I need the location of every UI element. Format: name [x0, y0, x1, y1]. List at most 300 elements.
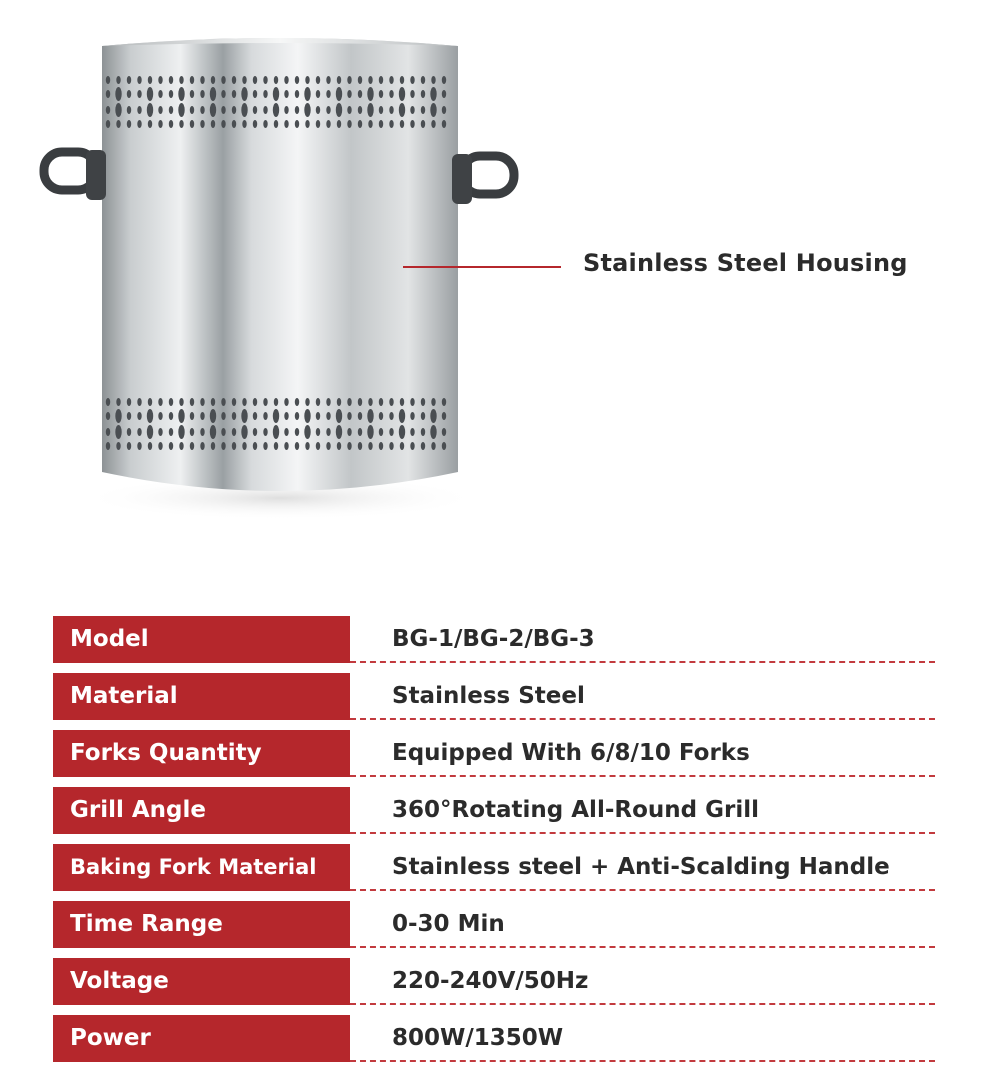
perforation-hole [347, 106, 351, 114]
perforation-hole [347, 120, 351, 128]
perforation-hole [179, 120, 183, 128]
perforation-hole [410, 412, 414, 420]
perforation-hole [410, 76, 414, 84]
perforation-hole [273, 409, 279, 423]
perforation-hole [253, 90, 257, 98]
perforation-hole [200, 76, 204, 84]
perforation-hole [221, 120, 225, 128]
perforation-hole [274, 76, 278, 84]
perforation-hole [241, 103, 247, 117]
perforation-hole [127, 120, 131, 128]
perforation-hole [200, 90, 204, 98]
perforation-hole [399, 425, 405, 439]
perforation-hole [148, 398, 152, 406]
perforation-hole [379, 106, 383, 114]
perforation-hole [232, 428, 236, 436]
perforation-hole [284, 106, 288, 114]
dashed-divider [350, 661, 935, 663]
perforation-hole [379, 412, 383, 420]
perforation-hole [326, 412, 330, 420]
perforation-hole [295, 76, 299, 84]
perforation-hole [263, 76, 267, 84]
perforation-hole [232, 412, 236, 420]
perforation-hole [326, 398, 330, 406]
perforation-hole [274, 120, 278, 128]
perforation-hole [347, 412, 351, 420]
perforation-hole [367, 87, 373, 101]
perforation-hole [200, 412, 204, 420]
perforation-hole [399, 409, 405, 423]
perforation-hole [389, 412, 393, 420]
perforation-hole [400, 442, 404, 450]
perforation-hole [253, 442, 257, 450]
perforation-hole [210, 409, 216, 423]
perforation-hole [221, 76, 225, 84]
perforation-hole [158, 442, 162, 450]
perforation-hole [242, 398, 246, 406]
perforation-hole [442, 428, 446, 436]
perforation-hole [336, 87, 342, 101]
perforation-hole [421, 442, 425, 450]
perforation-hole [442, 412, 446, 420]
perforation-hole [190, 76, 194, 84]
perforation-hole [421, 428, 425, 436]
perforation-hole [147, 409, 153, 423]
perforation-hole [316, 120, 320, 128]
perforation-hole [379, 120, 383, 128]
perforation-hole [242, 442, 246, 450]
perforation-hole [253, 398, 257, 406]
perforation-hole [169, 76, 173, 84]
perforation-hole [389, 90, 393, 98]
perforation-hole [147, 103, 153, 117]
perforation-hole [284, 90, 288, 98]
perforation-hole [389, 106, 393, 114]
perforation-hole [295, 398, 299, 406]
perforation-hole [106, 442, 110, 450]
perforation-hole [284, 442, 288, 450]
perforation-hole [358, 76, 362, 84]
perforation-hole [295, 428, 299, 436]
perforation-hole [178, 409, 184, 423]
perforation-hole [116, 120, 120, 128]
perforation-hole [116, 442, 120, 450]
perforation-hole [241, 409, 247, 423]
perforation-hole [179, 398, 183, 406]
perforation-hole [200, 398, 204, 406]
perforation-hole [242, 76, 246, 84]
callout-line [403, 266, 561, 268]
spec-label: Grill Angle [53, 787, 350, 834]
perforation-hole [358, 106, 362, 114]
perforation-hole [127, 76, 131, 84]
perforation-hole [127, 412, 131, 420]
perforation-hole [221, 412, 225, 420]
perforation-hole [200, 442, 204, 450]
perforation-hole [358, 120, 362, 128]
perforation-hole [336, 103, 342, 117]
perforation-hole [337, 398, 341, 406]
perforation-hole [169, 412, 173, 420]
perforation-hole [116, 398, 120, 406]
perforation-hole [347, 90, 351, 98]
perforation-hole [442, 442, 446, 450]
perforation-hole [200, 428, 204, 436]
perforation-hole [190, 428, 194, 436]
perforation-hole [127, 106, 131, 114]
spec-label: Voltage [53, 958, 350, 1005]
spec-row-model [53, 613, 935, 670]
perforation-hole [273, 103, 279, 117]
perforation-hole [379, 90, 383, 98]
perforation-hole [316, 76, 320, 84]
perforation-hole [316, 90, 320, 98]
perforation-hole [137, 398, 141, 406]
perforation-hole [431, 442, 435, 450]
perforation-hole [379, 442, 383, 450]
perforation-hole [241, 425, 247, 439]
perforation-hole [253, 76, 257, 84]
perforation-hole [347, 428, 351, 436]
perforation-hole [200, 106, 204, 114]
perforation-hole [304, 425, 310, 439]
perforation-hole [389, 398, 393, 406]
perforation-hole [263, 412, 267, 420]
spec-row-material [53, 670, 935, 727]
perforation-hole [115, 103, 121, 117]
perforation-hole [284, 120, 288, 128]
perforation-hole [148, 442, 152, 450]
perforation-hole [347, 398, 351, 406]
perforation-hole [190, 90, 194, 98]
perforation-hole [421, 106, 425, 114]
perforation-hole [284, 412, 288, 420]
perforation-hole [305, 76, 309, 84]
perforation-hole [421, 412, 425, 420]
perforation-hole [347, 76, 351, 84]
spec-row-voltage [53, 955, 935, 1012]
spec-row-time-range [53, 898, 935, 955]
perforation-hole [179, 442, 183, 450]
perforation-hole [442, 76, 446, 84]
callout-label: Stainless Steel Housing [583, 249, 908, 277]
perforation-hole [178, 87, 184, 101]
spec-value: BG-1/BG-2/BG-3 [392, 626, 595, 652]
dashed-divider [350, 718, 935, 720]
perforation-hole [442, 120, 446, 128]
perforation-hole [241, 87, 247, 101]
perforation-hole [358, 412, 362, 420]
perforation-hole [430, 409, 436, 423]
perforation-hole [337, 442, 341, 450]
perforation-hole [253, 412, 257, 420]
perforation-hole [137, 106, 141, 114]
spec-value: 220-240V/50Hz [392, 968, 589, 994]
dashed-divider [350, 946, 935, 948]
perforation-hole [221, 428, 225, 436]
dashed-divider [350, 832, 935, 834]
perforation-hole [147, 87, 153, 101]
perforation-hole [158, 106, 162, 114]
perforation-hole [190, 398, 194, 406]
perforation-hole [190, 120, 194, 128]
spec-value: Stainless steel + Anti-Scalding Handle [392, 854, 890, 880]
perforation-hole [211, 120, 215, 128]
perforation-hole [295, 90, 299, 98]
spec-row-grill-angle [53, 784, 935, 841]
perforation-hole [158, 398, 162, 406]
perforation-hole [410, 428, 414, 436]
perforation-hole [158, 428, 162, 436]
perforation-hole [284, 428, 288, 436]
perforation-hole [421, 76, 425, 84]
perforation-hole [410, 442, 414, 450]
perforation-hole [368, 398, 372, 406]
perforation-hole [305, 398, 309, 406]
perforation-hole [127, 398, 131, 406]
perforation-hole [253, 106, 257, 114]
spec-label: Power [53, 1015, 350, 1062]
dashed-divider [350, 1003, 935, 1005]
perforation-hole [263, 106, 267, 114]
spec-row-power [53, 1012, 935, 1069]
perforation-hole [430, 425, 436, 439]
perforation-hole [304, 87, 310, 101]
dashed-divider [350, 889, 935, 891]
perforation-hole [200, 120, 204, 128]
perforation-hole [242, 120, 246, 128]
perforation-hole [368, 442, 372, 450]
perforation-hole [263, 90, 267, 98]
perforation-hole [116, 76, 120, 84]
perforation-hole [304, 103, 310, 117]
spec-value: 800W/1350W [392, 1025, 564, 1051]
perforation-hole [431, 76, 435, 84]
perforation-hole [158, 76, 162, 84]
perforation-hole [137, 412, 141, 420]
perforation-hole [442, 90, 446, 98]
perforation-hole [431, 120, 435, 128]
perforation-hole [410, 90, 414, 98]
perforation-hole [221, 442, 225, 450]
perforation-hole [178, 425, 184, 439]
spec-label: Material [53, 673, 350, 720]
perforation-hole [326, 76, 330, 84]
perforation-hole [431, 398, 435, 406]
perforation-hole [316, 442, 320, 450]
perforation-hole [158, 120, 162, 128]
perforation-hole [274, 398, 278, 406]
spec-label: Baking Fork Material [53, 844, 350, 891]
perforation-hole [304, 409, 310, 423]
dashed-divider [350, 1060, 935, 1062]
perforation-hole [421, 398, 425, 406]
perforation-hole [221, 106, 225, 114]
perforation-hole [169, 428, 173, 436]
perforation-hole [273, 87, 279, 101]
perforation-hole [148, 120, 152, 128]
perforation-hole [316, 398, 320, 406]
perforation-hole [368, 76, 372, 84]
perforation-hole [273, 425, 279, 439]
perforation-hole [158, 412, 162, 420]
perforation-hole [263, 442, 267, 450]
perforation-hole [178, 103, 184, 117]
perforation-hole [137, 90, 141, 98]
spec-value: 360°Rotating All-Round Grill [392, 797, 759, 823]
perforation-hole [169, 90, 173, 98]
spec-label: Time Range [53, 901, 350, 948]
perforation-hole [106, 106, 110, 114]
perforation-hole [137, 442, 141, 450]
spec-table [53, 613, 935, 1069]
perforation-hole [295, 412, 299, 420]
perforation-hole [232, 90, 236, 98]
perforation-hole [337, 120, 341, 128]
perforation-hole [400, 76, 404, 84]
dashed-divider [350, 775, 935, 777]
perforation-hole [253, 428, 257, 436]
perforation-hole [421, 120, 425, 128]
perforation-hole [367, 409, 373, 423]
perforation-hole [106, 412, 110, 420]
perforation-hole [106, 90, 110, 98]
perforation-hole [399, 87, 405, 101]
perforation-hole [179, 76, 183, 84]
perforation-hole [169, 398, 173, 406]
left-handle-icon [44, 150, 106, 200]
perforation-hole [210, 103, 216, 117]
perforation-hole [368, 120, 372, 128]
perforation-hole [358, 90, 362, 98]
perforation-hole [115, 425, 121, 439]
perforation-hole [221, 90, 225, 98]
spec-value: Stainless Steel [392, 683, 585, 709]
perforation-hole [326, 90, 330, 98]
perforation-hole [263, 398, 267, 406]
perforation-hole [316, 412, 320, 420]
perforation-hole [127, 90, 131, 98]
perforation-hole [232, 76, 236, 84]
perforation-hole [379, 428, 383, 436]
perforation-hole [326, 442, 330, 450]
perforation-hole [210, 87, 216, 101]
perforation-hole [106, 76, 110, 84]
perforation-hole [274, 442, 278, 450]
perforation-hole [326, 428, 330, 436]
perforation-hole [190, 412, 194, 420]
perforation-hole [169, 442, 173, 450]
spec-row-baking-fork-material [53, 841, 935, 898]
perforation-hole [358, 442, 362, 450]
perforation-hole [137, 428, 141, 436]
perforation-hole [115, 87, 121, 101]
perforation-hole [115, 409, 121, 423]
perforation-hole [190, 106, 194, 114]
perforation-hole [400, 120, 404, 128]
perforation-hole [379, 398, 383, 406]
spec-value: 0-30 Min [392, 911, 505, 937]
perforation-hole [316, 428, 320, 436]
perforation-hole [169, 106, 173, 114]
perforation-hole [442, 106, 446, 114]
perforation-hole [399, 103, 405, 117]
perforation-hole [284, 398, 288, 406]
spec-label: Model [53, 616, 350, 663]
perforation-hole [127, 428, 131, 436]
perforation-hole [253, 120, 257, 128]
perforation-hole [148, 76, 152, 84]
spec-label: Forks Quantity [53, 730, 350, 777]
perforation-hole [263, 120, 267, 128]
perforation-hole [326, 120, 330, 128]
perforation-hole [379, 76, 383, 84]
perforation-hole [232, 120, 236, 128]
perforation-hole [106, 120, 110, 128]
perforation-hole [232, 398, 236, 406]
perforation-hole [284, 76, 288, 84]
perforation-hole [221, 398, 225, 406]
perforation-hole [442, 398, 446, 406]
perforation-hole [389, 120, 393, 128]
perforation-hole [336, 409, 342, 423]
perforation-hole [295, 120, 299, 128]
perforation-hole [106, 398, 110, 406]
perforation-hole [430, 103, 436, 117]
perforation-hole [106, 428, 110, 436]
perforation-hole [421, 90, 425, 98]
spec-row-forks-quantity [53, 727, 935, 784]
perforation-hole [430, 87, 436, 101]
perforation-hole [295, 106, 299, 114]
perforation-hole [358, 398, 362, 406]
perforation-hole [358, 428, 362, 436]
perforation-hole [326, 106, 330, 114]
perforation-hole [147, 425, 153, 439]
perforation-hole [305, 120, 309, 128]
perforation-hole [389, 442, 393, 450]
perforation-hole [389, 76, 393, 84]
perforation-hole [210, 425, 216, 439]
perforation-hole [169, 120, 173, 128]
perforation-hole [410, 398, 414, 406]
perforation-hole [336, 425, 342, 439]
perforation-hole [316, 106, 320, 114]
perforation-hole [389, 428, 393, 436]
perforation-hole [232, 106, 236, 114]
perforation-hole [410, 120, 414, 128]
perforation-hole [211, 76, 215, 84]
perforation-hole [337, 76, 341, 84]
perforation-hole [190, 442, 194, 450]
perforation-hole [305, 442, 309, 450]
perforation-hole [295, 442, 299, 450]
perforation-hole [211, 442, 215, 450]
perforation-hole [232, 442, 236, 450]
perforation-hole [400, 398, 404, 406]
perforation-hole [347, 442, 351, 450]
perforation-hole [127, 442, 131, 450]
perforation-hole [263, 428, 267, 436]
perforation-hole [367, 425, 373, 439]
perforation-hole [410, 106, 414, 114]
perforation-hole [211, 398, 215, 406]
right-handle-icon [452, 154, 514, 204]
perforation-hole [158, 90, 162, 98]
perforation-hole [367, 103, 373, 117]
perforation-hole [137, 76, 141, 84]
perforation-hole [137, 120, 141, 128]
